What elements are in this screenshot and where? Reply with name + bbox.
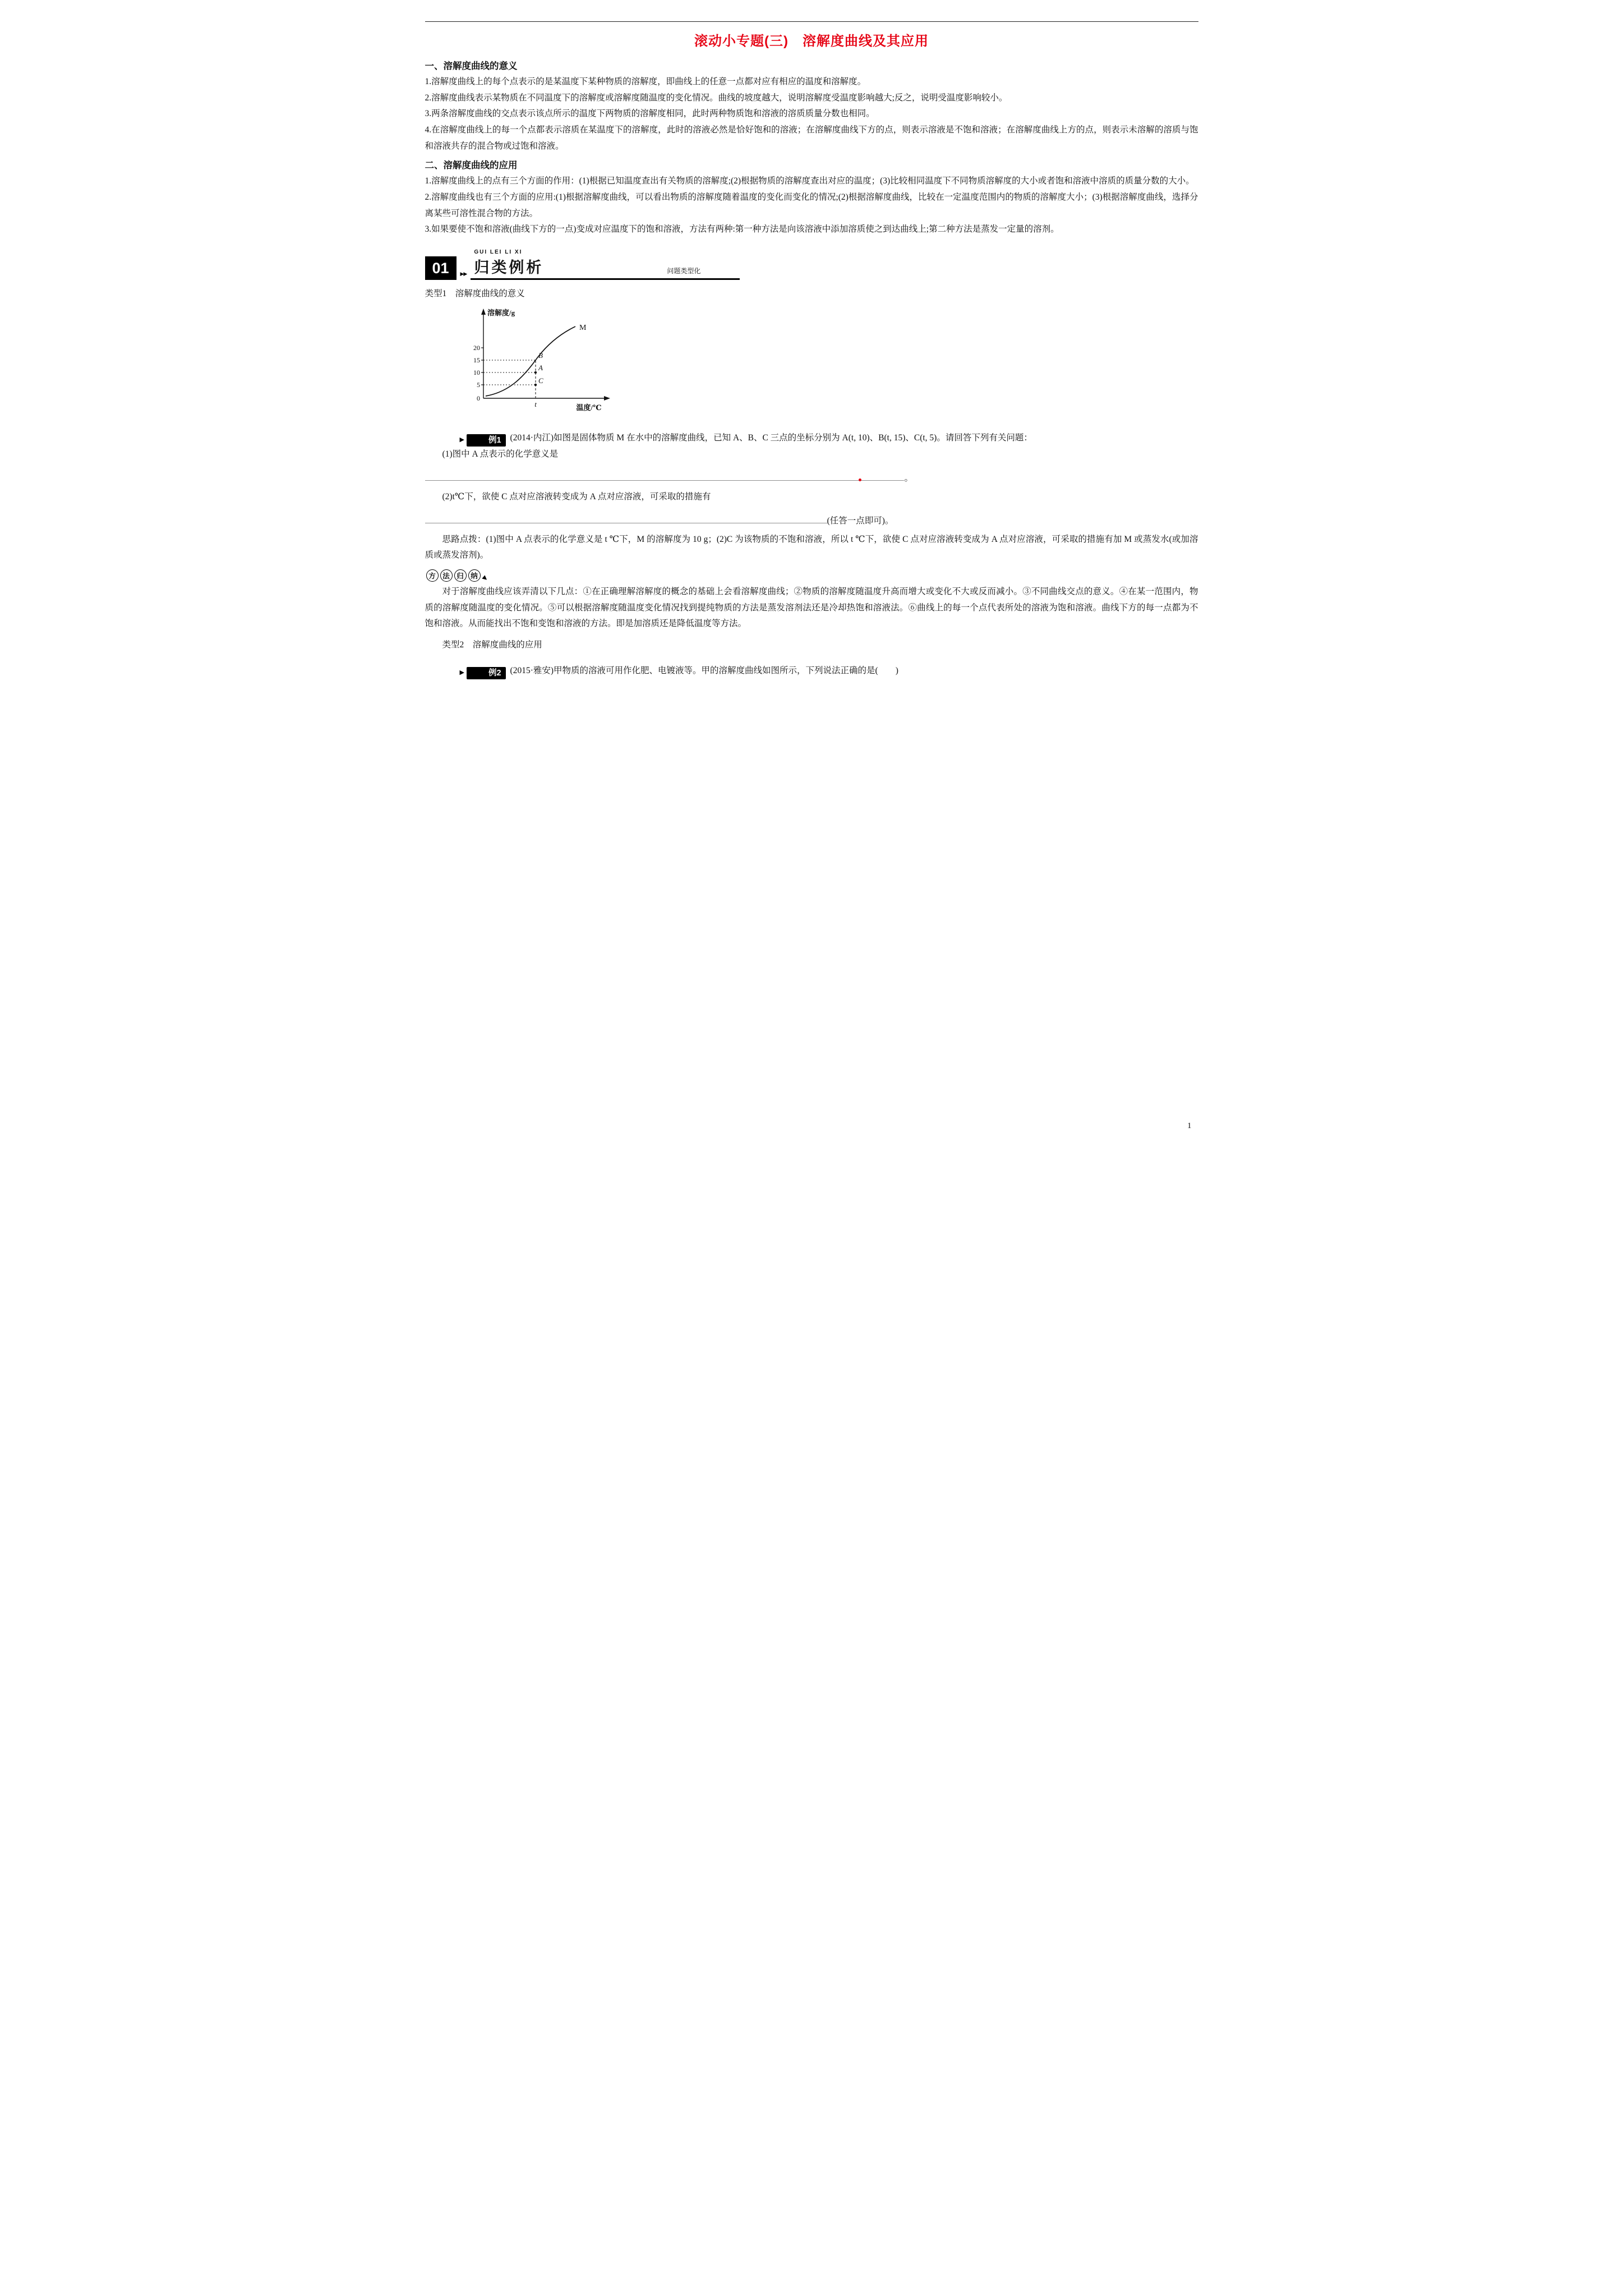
point-label-C: C <box>538 376 543 385</box>
type1-heading: 类型1 溶解度曲线的意义 <box>425 289 525 299</box>
y-tick-10: 10 <box>473 369 480 377</box>
curve-label-M: M <box>579 324 586 333</box>
y-axis-arrow <box>481 309 486 315</box>
y-tick-5: 5 <box>476 381 480 389</box>
example1-hint: 思路点拨：(1)图中 A 点表示的化学意义是 t ℃下，M 的溶解度为 10 g；(2)C 为该物质的不饱和溶液，所以 t ℃下，欲使 C 点对应溶液转变成为 A 点对应溶液，可采取的措施有加 M 或蒸发水(或加溶质或蒸发溶剂)。 <box>425 534 1198 560</box>
point-C-marker <box>534 384 536 386</box>
dotted-guide-lines <box>483 360 536 385</box>
paragraph-s2-2: 2.溶解度曲线也有三个方面的应用:(1)根据溶解度曲线，可以看出物质的溶解度随着温度的变化而变化的情况;(2)根据溶解度曲线，比较在一定温度范围内的物质的溶解度大小；(3)根据溶解度曲线，选择分离某些可溶性混合物的方法。 <box>425 192 1198 218</box>
curve-M <box>486 326 575 396</box>
example1-paragraph <box>425 430 1198 447</box>
method-summary-text: 对于溶解度曲线应该弄清以下几点：①在正确理解溶解度的概念的基础上会看溶解度曲线；②物质的溶解度随温度升高而增大或变化不大或反而减小。③不同曲线交点的意义。④在某一范围内，物质的溶解度随温度的变化情况。⑤可以根据溶解度随温度变化情况找到提纯物质的方法是蒸发溶剂法还是冷却热饱和溶液法。⑥曲线上的每一个点代表所处的溶液为饱和溶液。曲线下方的每一点都为不饱和溶液。从而能找出不饱和变饱和溶液的方法。即是加溶质还是降低温度等方法。 <box>425 586 1198 629</box>
answer-line-2 <box>425 513 827 523</box>
paragraph-s2-3: 3.如果要使不饱和溶液(曲线下方的一点)变成对应温度下的饱和溶液，方法有两种:第一种方法是向该溶液中添加溶质使之到达曲线上;第二种方法是蒸发一定量的溶剂。 <box>425 224 1059 234</box>
method-summary-badge <box>426 569 1198 582</box>
page-title: 滚动小专题(三) 溶解度曲线及其应用 <box>694 34 929 49</box>
document-page <box>406 0 1218 1148</box>
banner-pinyin-caps: GUI LEI LI XI <box>474 249 523 256</box>
example1-question2: (2)t℃下，欲使 C 点对应溶液转变成为 A 点对应溶液，可采取的措施有 <box>442 491 711 501</box>
paragraph-s2-1: 1.溶解度曲线上的点有三个方面的作用：(1)根据已知温度查出有关物质的溶解度;(2)根据物质的溶解度查出对应的温度；(3)比较相同温度下不同物质溶解度的大小或者饱和溶液中溶质的质量分数的大小。 <box>425 176 1195 186</box>
solubility-chart <box>457 305 1198 420</box>
banner-subtitle: 问题类型化 <box>667 267 701 275</box>
answer-line-1 <box>425 471 905 481</box>
paragraph-s1-2: 2.溶解度曲线表示某物质在不同温度下的溶解度或溶解度随温度的变化情况。曲线的坡度越大，说明溶解度受温度影响越大;反之，说明受温度影响较小。 <box>425 93 1008 103</box>
method-char-1: 方 <box>426 569 439 582</box>
y-tick-20: 20 <box>473 344 480 352</box>
x-axis-label: 温度/℃ <box>575 403 602 412</box>
page-number: 1 <box>1187 1121 1192 1130</box>
type2-heading: 类型2 溶解度曲线的应用 <box>442 639 542 650</box>
blank1-suffix: 。 <box>904 473 913 483</box>
section2-heading: 二、溶解度曲线的应用 <box>425 160 518 171</box>
banner-main <box>471 249 740 280</box>
example2-badge <box>442 667 506 679</box>
example2-badge-label: 例2 <box>467 667 506 679</box>
banner-title: 归类例析 <box>474 259 544 277</box>
double-arrow-icon: ▶▶ <box>460 271 467 277</box>
arrow-icon <box>482 575 488 581</box>
banner-title-row <box>471 255 740 280</box>
point-label-B: B <box>538 351 543 360</box>
point-label-A: A <box>538 364 543 372</box>
top-rule <box>425 21 1198 22</box>
example2-text: (2015·雅安)甲物质的溶液可用作化肥、电镀液等。甲的溶解度曲线如图所示，下列说法正确的是( ) <box>510 666 898 676</box>
y-axis-label: 溶解度/g <box>487 309 515 318</box>
play-icon: ▶ <box>459 436 464 444</box>
stray-red-dot <box>859 478 861 481</box>
x-axis-arrow <box>604 396 610 401</box>
example2-paragraph <box>425 663 1198 679</box>
point-A-marker <box>534 371 536 374</box>
section1-heading: 一、溶解度曲线的意义 <box>425 61 518 71</box>
example1-badge-label: 例1 <box>467 434 506 447</box>
play-icon: ▶ <box>459 669 464 677</box>
method-char-3: 归 <box>454 569 467 582</box>
method-char-4: 纳 <box>468 569 481 582</box>
axes <box>483 313 606 398</box>
method-char-2: 法 <box>440 569 453 582</box>
paragraph-s1-1: 1.溶解度曲线上的每个点表示的是某温度下某种物质的溶解度，即曲线上的任意一点都对应有相应的温度和溶解度。 <box>425 77 866 86</box>
guilei-banner <box>425 249 1198 280</box>
paragraph-s1-4: 4.在溶解度曲线上的每一个点都表示溶质在某温度下的溶解度，此时的溶液必然是恰好饱和的溶液；在溶解度曲线下方的点，则表示溶液是不饱和溶液；在溶解度曲线上方的点，则表示未溶解的溶质与饱和溶液共存的混合物或过饱和溶液。 <box>425 125 1198 151</box>
y-tick-15: 15 <box>473 356 480 365</box>
y-tick-0: 0 <box>476 394 480 403</box>
paragraph-s1-3: 3.两条溶解度曲线的交点表示该点所示的温度下两物质的溶解度相同，此时两种物质饱和溶液的溶质质量分数也相同。 <box>425 109 875 119</box>
example1-intro-text: (2014·内江)如图是固体物质 M 在水中的溶解度曲线，已知 A、B、C 三点的坐标分别为 A(t, 10)、B(t, 15)、C(t, 5)。请回答下列有关问题： <box>510 433 1032 443</box>
answer-blank-row-1 <box>425 470 1198 487</box>
x-tick-t: t <box>534 400 537 409</box>
answer-blank-row-2 <box>425 512 1198 530</box>
banner-number-badge: 01 <box>425 256 457 280</box>
example1-badge <box>442 434 506 447</box>
example1-question1: (1)图中 A 点表示的化学意义是 <box>442 449 559 459</box>
blank2-suffix: (任答一点即可)。 <box>827 516 894 526</box>
solubility-chart-svg <box>457 305 625 417</box>
